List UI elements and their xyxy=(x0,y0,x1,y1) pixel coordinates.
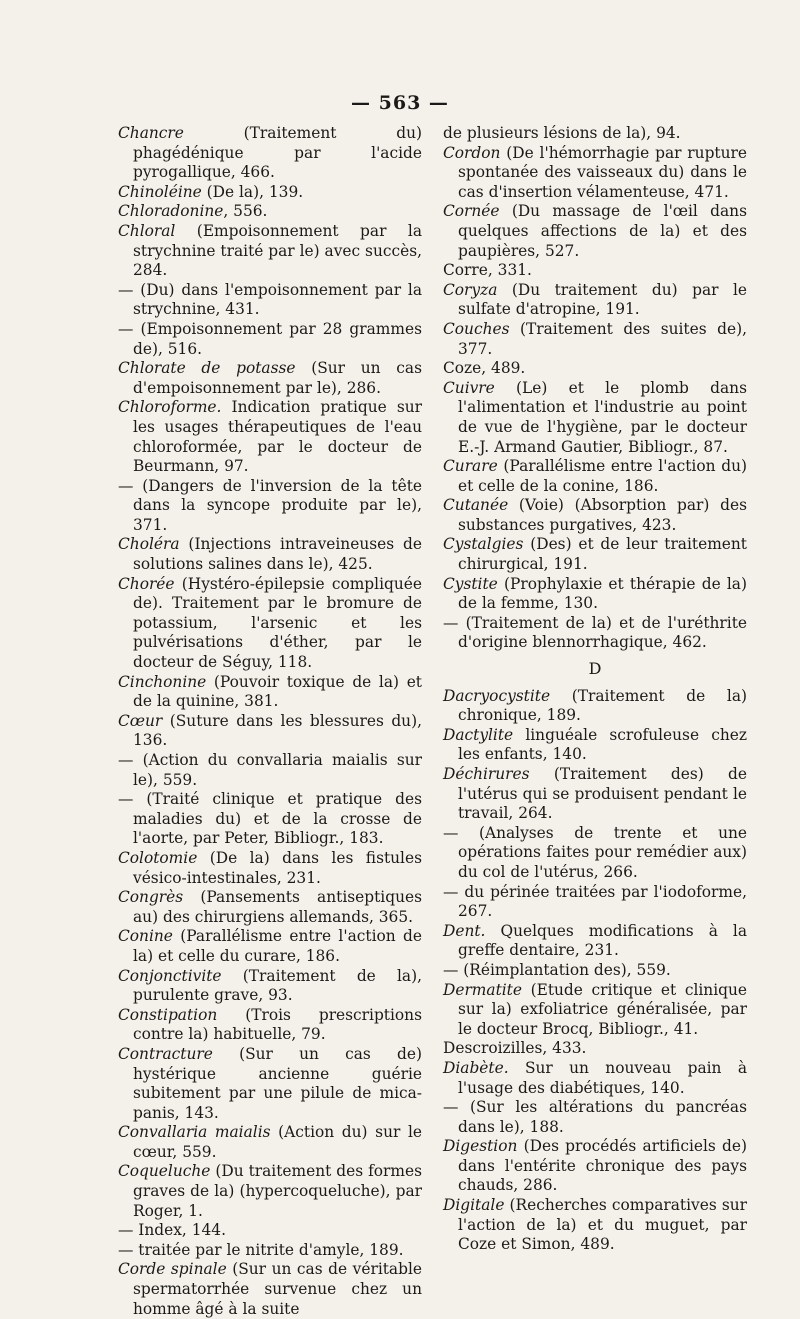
index-entry xyxy=(118,222,422,281)
index-entry xyxy=(443,981,747,1040)
entry-text: de plusieurs lésions de la), 94. xyxy=(443,124,681,142)
entry-term: Cystite xyxy=(443,574,498,593)
right-column xyxy=(443,124,747,1255)
index-entry xyxy=(443,726,747,765)
entry-text: — (Traité clinique et pratique des maladies du) et de la crosse de l'aorte, par Peter, Bibliogr., 183. xyxy=(118,790,422,848)
index-entry xyxy=(118,673,422,712)
index-entry xyxy=(443,1098,747,1137)
entry-term: Coqueluche xyxy=(118,1162,211,1181)
entry-text: (Du massage de l'œil dans quelques affections de la) et des paupières, 527. xyxy=(458,202,747,260)
entry-text: — (Réimplantation des), 559. xyxy=(443,960,671,979)
entry-text: Sur un nouveau pain à l'usage des diabétiques, 140. xyxy=(458,1058,747,1097)
index-entry xyxy=(118,359,422,398)
entry-term: Colotomie xyxy=(118,848,198,867)
index-entry xyxy=(443,922,747,961)
index-entry xyxy=(443,1039,747,1059)
index-entry xyxy=(118,1045,422,1123)
entry-text: , 556. xyxy=(223,202,268,221)
entry-text: (Empoisonnement par la strychnine traité par le) avec succès, 284. xyxy=(133,221,422,280)
entry-text: (De l'hémorrhagie par rupture spontanée des vaisseaux du) dans le cas d'insertion vélamenteuse, 471. xyxy=(458,143,747,201)
entry-text: (Trois prescriptions contre la) habituelle, 79. xyxy=(133,1005,422,1044)
index-entry xyxy=(443,359,747,379)
entry-term: Cordon xyxy=(443,143,501,162)
index-entry xyxy=(118,1221,422,1241)
index-entry xyxy=(118,927,422,966)
entry-text: (Du traitement du) par le sulfate d'atropine, 191. xyxy=(458,280,747,319)
entry-term: Conine xyxy=(118,927,173,946)
entry-term: Curare xyxy=(443,457,498,476)
right-column-entries-d xyxy=(443,687,747,1255)
entry-term: Corde spinale xyxy=(118,1260,227,1279)
index-entry xyxy=(118,712,422,751)
entry-term: Congrès xyxy=(118,888,184,907)
entry-text: — du périnée traitées par l'iodoforme, 267. xyxy=(443,882,747,921)
entry-term: Chorée xyxy=(118,574,175,593)
entry-text: (Etude critique et clinique sur la) exfoliatrice généralisée, par le docteur Brocq, Bibliogr., 41. xyxy=(458,980,747,1038)
index-entry xyxy=(443,1059,747,1098)
index-entry xyxy=(118,183,422,203)
entry-text: (Des) et de leur traitement chirurgical, 191. xyxy=(458,535,747,574)
index-entry xyxy=(118,281,422,320)
index-entry xyxy=(118,320,422,359)
entry-text: (Sur un cas d'empoisonnement par le), 286. xyxy=(133,359,422,397)
entry-text: (Prophylaxie et thérapie de la) de la femme, 130. xyxy=(458,574,747,613)
index-entry xyxy=(443,575,747,614)
entry-text: — (Traitement de la) et de l'uréthrite d'origine blennorrhagique, 462. xyxy=(443,613,747,652)
entry-term: Convallaria maialis xyxy=(118,1123,271,1142)
right-column-entries-c xyxy=(443,124,747,653)
entry-term: Conjonctivite xyxy=(118,966,222,985)
index-entry xyxy=(443,261,747,281)
index-entry xyxy=(443,824,747,883)
entry-term: Chlorate de potasse xyxy=(118,359,296,378)
index-entry xyxy=(443,320,747,359)
entry-text: — (Action du convallaria maialis sur le), 559. xyxy=(118,751,422,789)
entry-term: Cornée xyxy=(443,202,500,221)
entry-text: — (Analyses de trente et une opérations faites pour remédier aux) du col de l'utérus, 266. xyxy=(443,823,747,881)
entry-text: Indication pratique sur les usages thérapeutiques de l'eau chloroformée, par le docteur de Beurmann, 97. xyxy=(133,398,422,476)
entry-term: Constipation xyxy=(118,1005,218,1024)
entry-text: (Parallélisme entre l'action du) et celle de la conine, 186. xyxy=(458,457,747,495)
entry-text: (Sur un cas de véritable spermatorrhée survenue chez un homme âgé à la suite xyxy=(133,1260,422,1318)
index-entry xyxy=(443,1196,747,1255)
entry-term: Coryza xyxy=(443,280,498,299)
index-entry xyxy=(118,202,422,222)
entry-term: Chloradonine xyxy=(118,202,224,221)
entry-text: — (Du) dans l'empoisonnement par la strychnine, 431. xyxy=(118,280,422,319)
index-entry xyxy=(443,281,747,320)
entry-text: (Recherches comparatives sur l'action de la) et du muguet, par Coze et Simon, 489. xyxy=(458,1196,747,1254)
entry-text: — Index, 144. xyxy=(118,1221,226,1240)
entry-text: — (Dangers de l'inversion de la tête dans la syncope produite par le), 371. xyxy=(118,476,422,534)
entry-text: (Parallélisme entre l'action de la) et celle du curare, 186. xyxy=(133,927,422,965)
entry-term: Chancre xyxy=(118,124,184,142)
index-entry xyxy=(443,883,747,922)
entry-term: Chloral xyxy=(118,221,176,240)
entry-text: Quelques modifications à la greffe dentaire, 231. xyxy=(458,921,747,960)
index-entry xyxy=(443,961,747,981)
entry-term: Chinoléine xyxy=(118,182,202,201)
entry-text: (Traitement de la) chronique, 189. xyxy=(458,686,747,725)
entry-term: Chloroforme. xyxy=(118,398,222,417)
entry-text: — traitée par le nitrite d'amyle, 189. xyxy=(118,1240,404,1259)
entry-text: (Voie) (Absorption par) des substances purgatives, 423. xyxy=(458,496,747,534)
entry-text: Corre, 331. xyxy=(443,261,532,280)
entry-term: Digitale xyxy=(443,1196,505,1215)
entry-text: (De la) dans les fistules vésico-intestinales, 231. xyxy=(133,848,422,887)
entry-text: Coze, 489. xyxy=(443,359,526,378)
index-entry xyxy=(118,1260,422,1319)
entry-text: (Traitement des) de l'utérus qui se produisent pendant le travail, 264. xyxy=(458,765,747,823)
entry-text: (Traitement de la), purulente grave, 93. xyxy=(133,966,422,1005)
entry-text: (Pansements antiseptiques au) des chirurgiens allemands, 365. xyxy=(133,888,422,926)
index-entry xyxy=(118,575,422,673)
entry-term: Couches xyxy=(443,319,510,338)
entry-text: (Suture dans les blessures du), 136. xyxy=(133,711,422,750)
entry-term: Cinchonine xyxy=(118,672,207,691)
index-entry xyxy=(118,1123,422,1162)
entry-text: (Hystéro-épilepsie compliquée de). Traitement par le bromure de potassium, l'arsenic et les pulvérisations d'éther, par le docteur de Séguy, 118. xyxy=(133,574,422,672)
entry-term: Digestion xyxy=(443,1137,518,1156)
entry-text: (Injections intraveineuses de solutions salines dans le), 425. xyxy=(133,535,422,574)
index-entry xyxy=(443,124,747,144)
index-entry xyxy=(443,202,747,261)
index-entry xyxy=(443,379,747,457)
entry-term: Dactylite xyxy=(443,725,514,744)
entry-text: — (Sur les altérations du pancréas dans le), 188. xyxy=(443,1098,747,1136)
entry-text: (Action du) sur le cœur, 559. xyxy=(133,1123,422,1161)
index-entry xyxy=(118,398,422,476)
index-entry xyxy=(443,496,747,535)
index-entry xyxy=(118,477,422,536)
index-entry xyxy=(443,457,747,496)
entry-text: (Du traitement des formes graves de la) (hypercoqueluche), par Roger, 1. xyxy=(133,1162,422,1220)
entry-term: Dermatite xyxy=(443,980,522,999)
left-column xyxy=(118,124,422,1319)
entry-term: Cystalgies xyxy=(443,535,524,554)
entry-text: (Traitement du) phagédénique par l'acide pyrogallique, 466. xyxy=(133,124,422,182)
entry-term: Contracture xyxy=(118,1044,213,1063)
entry-text: Descroizilles, 433. xyxy=(443,1039,587,1058)
index-entry xyxy=(118,751,422,790)
index-entry xyxy=(118,124,422,183)
entry-term: Choléra xyxy=(118,535,180,554)
entry-text: (Des procédés artificiels de) dans l'entérite chronique des pays chauds, 286. xyxy=(458,1137,747,1195)
index-entry xyxy=(118,790,422,849)
entry-term: Déchirures xyxy=(443,765,530,783)
index-entry xyxy=(118,849,422,888)
section-letter: D xyxy=(588,659,602,679)
entry-text: (Le) et le plomb dans l'alimentation et l'industrie au point de vue de l'hygiène, par le docteur E.-J. Armand Gautier, Bibliogr., 87. xyxy=(458,378,747,456)
index-entry xyxy=(118,888,422,927)
entry-text: — (Empoisonnement par 28 grammes de), 516. xyxy=(118,319,422,358)
entry-text: (Traitement des suites de), 377. xyxy=(458,319,747,358)
index-entry xyxy=(443,614,747,653)
entry-term: Diabète. xyxy=(443,1058,509,1077)
entry-term: Dacryocystite xyxy=(443,686,551,705)
index-entry xyxy=(118,535,422,574)
index-entry xyxy=(443,1137,747,1196)
entry-term: Cuivre xyxy=(443,378,495,397)
entry-term: Cœur xyxy=(118,711,163,730)
index-entry xyxy=(118,967,422,1006)
entry-text: (Pouvoir toxique de la) et de la quinine, 381. xyxy=(133,672,422,711)
entry-text: (De la), 139. xyxy=(201,182,304,201)
entry-term: Cutanée xyxy=(443,496,509,515)
index-entry xyxy=(443,687,747,726)
entry-term: Dent. xyxy=(443,921,486,940)
index-entry xyxy=(443,535,747,574)
index-entry xyxy=(443,765,747,824)
page-number: — 563 — xyxy=(351,92,449,114)
index-entry xyxy=(118,1162,422,1221)
entry-text: linguéale scrofuleuse chez les enfants, 140. xyxy=(458,725,747,764)
entry-text: (Sur un cas de) hystérique ancienne guérie subitement par une pilule de mica-panis, 143. xyxy=(133,1044,422,1122)
index-entry xyxy=(118,1241,422,1261)
index-entry xyxy=(118,1006,422,1045)
index-entry xyxy=(443,144,747,203)
